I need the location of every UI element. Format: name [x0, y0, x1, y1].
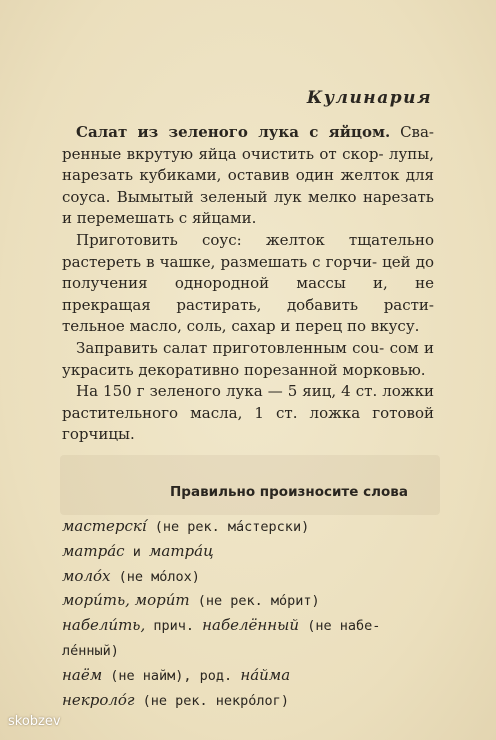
list-item: [62, 589, 442, 614]
recipe-line: сом и украсить декоративно порезанной: [62, 338, 434, 379]
word: матра́ц: [148, 541, 214, 560]
recipe-paragraph-1: [62, 122, 434, 230]
recipe-line: мелко нарезать и перемешать с яйцами.: [62, 187, 434, 228]
recipe-line: Заправить салат приготовленным сou-: [76, 338, 385, 357]
word-note: (не найм), род.: [102, 667, 241, 684]
recipe-line: желток для соуса. Вымытый зеленый лук: [62, 166, 434, 206]
recipe-paragraph-2: [62, 230, 434, 338]
list-item: [62, 639, 442, 664]
recipe-line: Приготовить соус: желток тщательно: [76, 230, 434, 249]
word: на́йма: [240, 665, 291, 684]
word-note: и: [124, 543, 149, 560]
recipe-paragraph-4: [62, 381, 434, 446]
list-item: [62, 540, 442, 565]
word-note: (не рек. мо́рит): [189, 593, 320, 610]
recipe-line: ложки растительного масла, 1 ст. ложка: [62, 382, 434, 422]
recipe-line: Сва-: [400, 123, 434, 141]
recipe-title: Салат из зеленого лука с яйцом.: [76, 123, 391, 141]
recipe-line: лупы, нарезать кубиками, оставив один: [62, 144, 434, 185]
recipe-line: растереть в чашке, размешать с горчи-: [62, 252, 378, 271]
section-title: Кулинария: [306, 88, 432, 108]
pronunciation-list: [62, 515, 442, 713]
recipe-paragraph-3: [62, 338, 434, 381]
word: матра́с: [62, 541, 125, 560]
word: мастерскı́: [62, 517, 147, 535]
list-item: [62, 689, 442, 714]
word-note: прич.: [145, 618, 203, 635]
word: наём: [62, 665, 103, 684]
recipe-line: морковью.: [342, 360, 426, 379]
word: некроло́г: [62, 690, 135, 709]
word: моло́х: [62, 566, 111, 585]
word: мори́ть, мори́т: [62, 591, 190, 610]
word-note: (не набе-: [299, 618, 381, 635]
watermark: skobzev: [8, 714, 61, 729]
list-item: [62, 664, 442, 689]
recipe-line: тельное масло, соль, сахар и перец по: [62, 317, 366, 336]
recipe-line: На 150 г зеленого лука — 5 яиц, 4 ст.: [76, 382, 378, 401]
word: набели́ть,: [62, 616, 146, 635]
word-note: (не рек. некро́лог): [134, 692, 289, 709]
pronunciation-heading: Правильно произносите слова: [170, 484, 408, 500]
recipe-line: готовой горчицы.: [62, 403, 434, 444]
word: набелённый: [202, 616, 300, 635]
recipe-text: [62, 122, 434, 446]
recipe-line: цей до получения однородной массы и,: [62, 252, 434, 293]
recipe-line: не прекращая растирать, добавить расти-: [62, 274, 434, 314]
word-note: ле́нный): [62, 642, 119, 659]
list-item: [62, 515, 442, 540]
word-note: (не рек. ма́стерски): [146, 519, 310, 535]
list-item: [62, 614, 442, 639]
word-note: (не мо́лох): [110, 568, 200, 585]
recipe-line: вкусу.: [370, 317, 420, 336]
list-item: [62, 565, 442, 590]
recipe-line: ренные вкрутую яйца очистить от скор-: [62, 144, 384, 163]
